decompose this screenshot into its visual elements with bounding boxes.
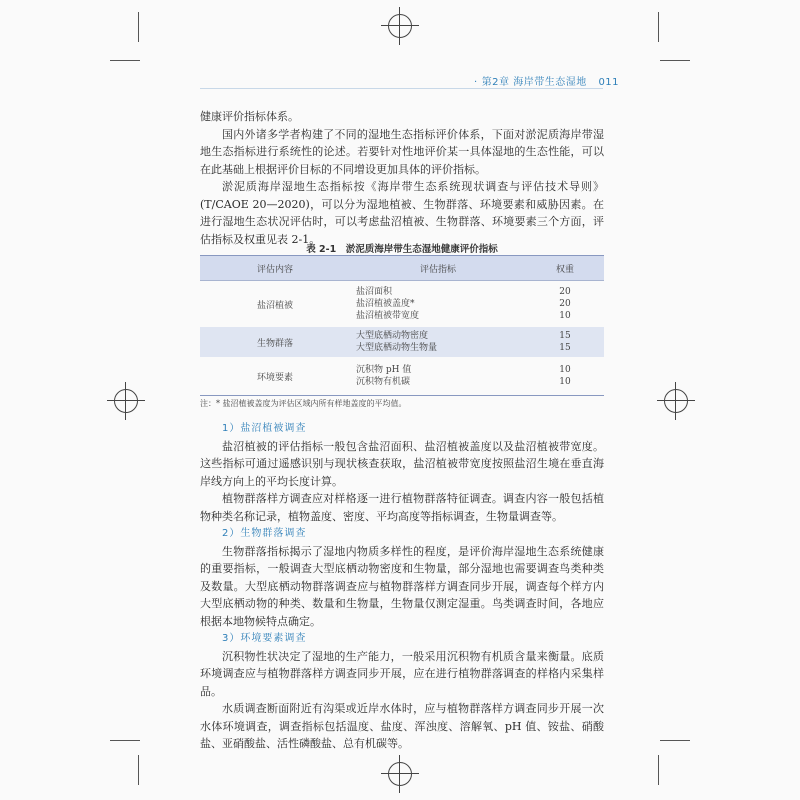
section-heading: 2）生物群落调查 [222,528,307,539]
header-rule [200,88,603,89]
evaluation-table [200,255,604,396]
weight: 10 [559,377,571,387]
paragraph: 盐沼植被的评估指标一般包含盐沼面积、盐沼植被盖度以及盐沼植被带宽度。这些指标可通过遥感识别与现状核查获取，盐沼植被带宽度按照盐沼生境在垂直海岸线方向上的平均长度计算。 [200,439,604,488]
table-row [200,327,604,357]
weight: 10 [559,311,571,321]
indicator: 大型底栖动物密度 [356,331,429,341]
weight: 20 [559,299,571,309]
body-text-top [200,108,604,248]
paragraph: 国内外诸多学者构建了不同的湿地生态指标评价体系，下面对淤泥质海岸带湿地生态指标进行系统性的论述。若要针对性地评价某一具体湿地的生态性能，可以在此基础上根据评价目标的不同增设更加具体的评价指标。 [200,127,604,176]
category-cell: 盐沼植被 [256,300,293,311]
paragraph: 沉积物性状决定了湿地的生产能力，一般采用沉积物有机质含量来衡量。底质环境调查应与植物群落样方调查同步开展，应在进行植物群落调查的样格内采集样品。 [200,649,604,698]
paragraph: 水质调查断面附近有沟渠或近岸水体时，应与植物群落样方调查同步开展一次水体环境调查，调查指标包括温度、盐度、浑浊度、溶解氧、pH 值、铵盐、硝酸盐、亚硝酸盐、活性磷酸盐、总有机碳等。 [200,702,604,750]
weight-cell [526,327,604,357]
indicator: 沉积物有机碳 [356,377,411,387]
weight-cell [526,281,604,328]
column-header: 评估内容 [200,256,350,281]
category-cell: 环境要素 [200,357,350,396]
registration-mark-top [388,14,412,38]
table-row [200,281,604,328]
crop-mark-top-right-h [660,60,690,61]
paragraph: 生物群落指标揭示了湿地内物质多样性的程度，是评价海岸湿地生态系统健康的重要指标，一般调查大型底栖动物密度和生物量，部分湿地也需要调查鸟类种类及数量。大型底栖动物群落调查应与植物群落样方调查同步开展，调查每个样方内大型底栖动物的种类、数量和生物量，生物量仅测定湿重。鸟类调查时间，各地应根据本地物候特点确定。 [200,544,604,628]
chapter-number: 第2章 [481,77,510,88]
crop-mark-top-left-h [110,60,140,61]
crop-mark-bottom-left-v [138,755,139,785]
indicator-cell [350,357,526,396]
crop-mark-bottom-right-h [660,740,690,741]
section-heading: 1）盐沼植被调查 [222,423,307,434]
section-heading: 3）环境要素调查 [222,633,307,644]
table-note: 注：* 盐沼植被盖度为评估区域内所有样地盖度的平均值。 [200,399,407,408]
paragraph: 淤泥质海岸湿地生态指标按《海岸带生态系统现状调查与评估技术导则》(T/CAOE 20—2020)，可以分为湿地植被、生物群落、环境要素和威胁因素。在进行湿地生态状况评估时，可以考虑盐沼植被、生物群落、环境要素三个方面，评估指标及权重见表 2-1。 [200,180,604,246]
weight-cell [526,357,604,396]
running-header: · 第2章 海岸带生态湿地 011 [474,77,620,88]
weight: 20 [559,287,571,297]
registration-mark-left [114,389,138,413]
indicator-cell [350,281,526,328]
column-header: 评估指标 [350,256,526,281]
table-caption: 表 2-1 淤泥质海岸带生态湿地健康评价指标 [306,244,498,255]
weight: 15 [559,343,571,353]
indicator-cell [350,327,526,357]
indicator: 沉积物 pH 值 [356,365,412,375]
column-header: 权重 [526,256,604,281]
indicator: 盐沼植被盖度* [356,299,415,309]
table-row [200,357,604,396]
weight: 15 [559,331,571,341]
paragraph: 健康评价指标体系。 [200,110,299,123]
indicator: 盐沼植被带宽度 [356,311,420,321]
category-cell: 生物群落 [200,327,350,357]
page-number: 011 [598,77,620,88]
registration-mark-right [664,389,688,413]
crop-mark-bottom-left-h [110,740,140,741]
weight: 10 [559,365,571,375]
paragraph: 植物群落样方调查应对样格逐一进行植物群落特征调查。调查内容一般包括植物种类名称记录，植物盖度、密度、平均高度等指标调查，生物量调查等。 [200,492,604,523]
table-header-row [200,256,604,281]
body-text-sections [200,420,604,753]
registration-mark-bottom [388,762,412,786]
crop-mark-bottom-right-v [658,755,659,785]
crop-mark-top-right-v [658,12,659,42]
indicator: 盐沼面积 [356,287,393,297]
chapter-title: 海岸带生态湿地 [513,77,587,88]
indicator: 大型底栖动物生物量 [356,343,438,353]
crop-mark-top-left-v [138,12,139,42]
